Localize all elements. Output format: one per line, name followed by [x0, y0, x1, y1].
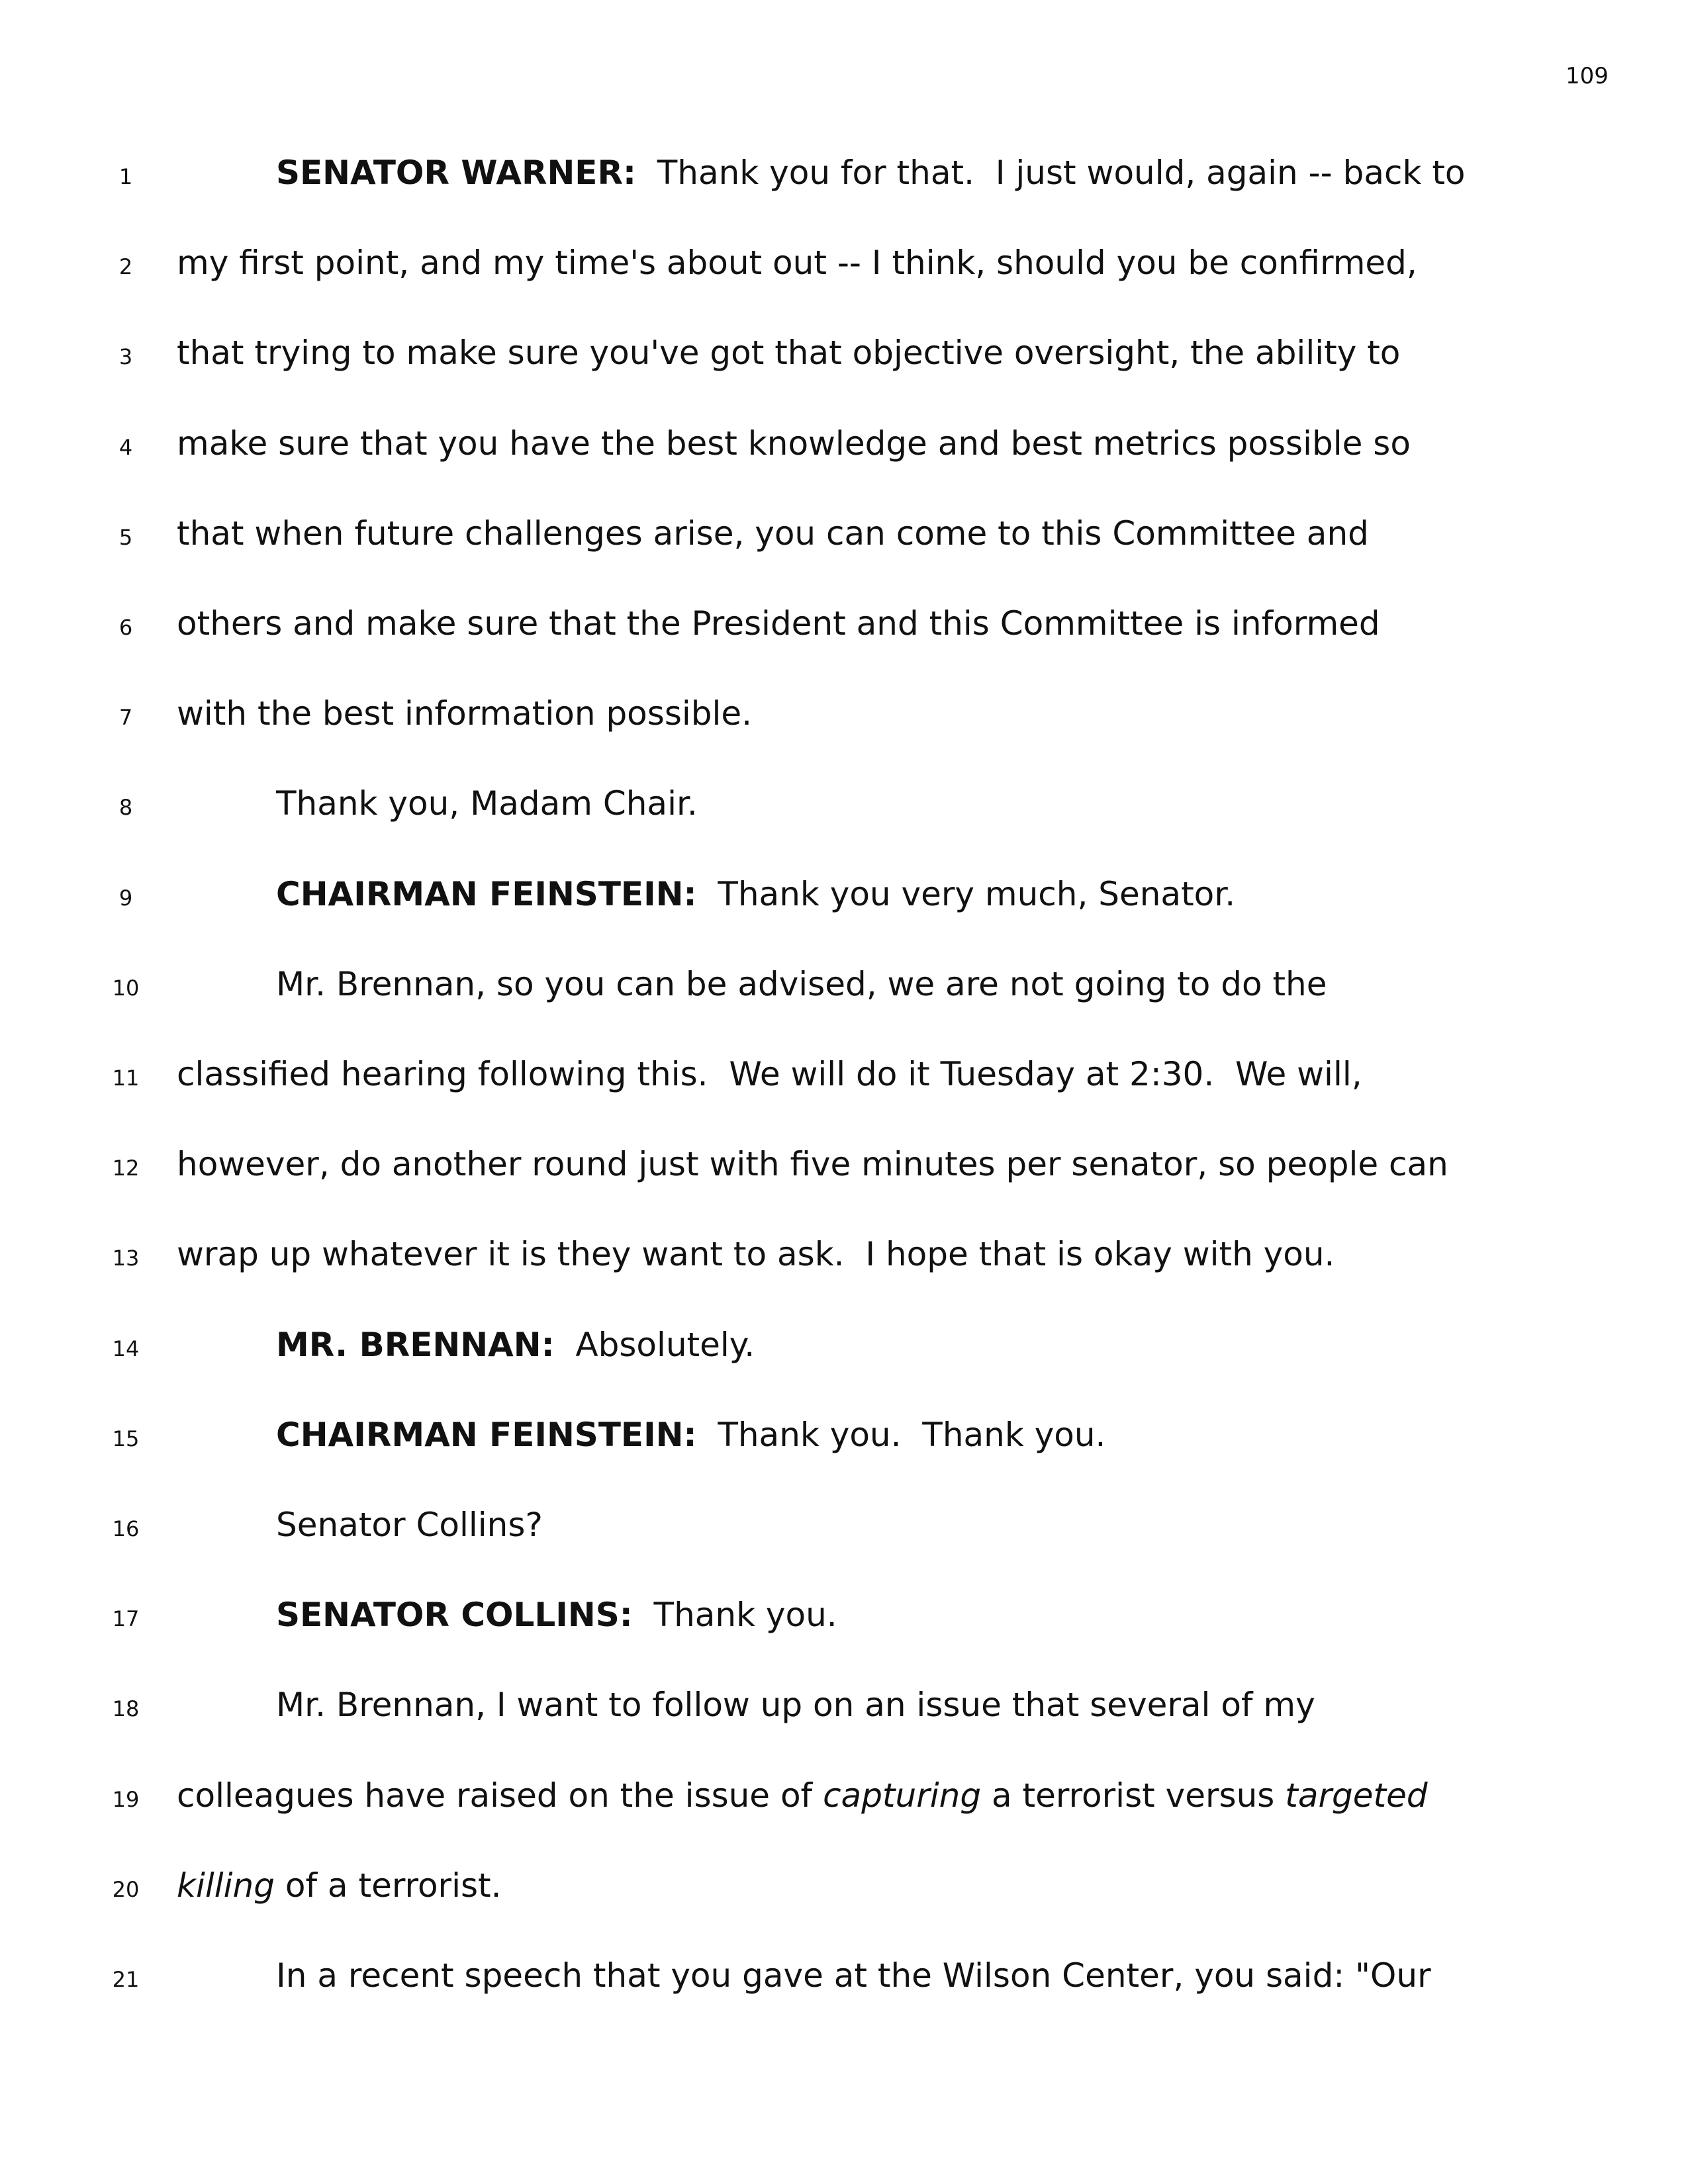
- line-number: 15: [112, 1426, 140, 1451]
- text-segment: that trying to make sure you've got that objective oversight, the ability to: [177, 334, 1401, 373]
- transcript-line: [0, 694, 1688, 747]
- line-text: [177, 1055, 1362, 1093]
- line-text: [177, 694, 752, 733]
- line-number: 10: [112, 975, 140, 1001]
- text-segment: with the best information possible.: [177, 694, 753, 733]
- line-text: [276, 1956, 1431, 1995]
- transcript-line: [0, 1055, 1688, 1108]
- line-text: [177, 1866, 502, 1905]
- line-number: 11: [112, 1066, 140, 1091]
- line-text: [177, 604, 1380, 643]
- transcript-line: [0, 875, 1688, 928]
- speaker-label: CHAIRMAN FEINSTEIN:: [276, 1415, 697, 1454]
- line-number: 7: [118, 705, 133, 731]
- text-segment: Mr. Brennan, so you can be advised, we are not going to do the: [276, 964, 1327, 1003]
- line-text: [276, 154, 1466, 192]
- line-text: [177, 1145, 1448, 1183]
- text-segment: Thank you.: [632, 1596, 837, 1635]
- text-segment: Thank you. Thank you.: [696, 1415, 1106, 1454]
- transcript-line: [0, 1416, 1688, 1469]
- line-text: [276, 784, 698, 823]
- line-number: 1: [118, 164, 133, 189]
- line-text: [177, 514, 1369, 553]
- transcript-line: [0, 1776, 1688, 1829]
- line-text: [177, 1776, 1428, 1815]
- line-number: 19: [112, 1786, 140, 1812]
- line-text: [276, 1596, 837, 1634]
- transcript-line: [0, 1956, 1688, 2009]
- text-segment: a terrorist versus: [981, 1776, 1286, 1815]
- speaker-label: MR. BRENNAN:: [276, 1325, 555, 1364]
- speaker-label: SENATOR COLLINS:: [276, 1596, 633, 1635]
- line-number: 6: [118, 615, 133, 640]
- line-text: [177, 334, 1400, 372]
- text-segment: however, do another round just with five minutes per senator, so people can: [177, 1145, 1448, 1184]
- line-text: [177, 244, 1417, 282]
- text-segment: that when future challenges arise, you can come to this Committee and: [177, 514, 1369, 553]
- page-number: 109: [1566, 63, 1609, 89]
- transcript-line: [0, 1235, 1688, 1288]
- line-number: 13: [112, 1246, 140, 1271]
- text-segment: colleagues have raised on the issue of: [177, 1776, 823, 1815]
- line-text: [276, 1326, 755, 1364]
- text-segment: Absolutely.: [554, 1325, 755, 1364]
- line-text: [276, 1416, 1105, 1454]
- text-segment: Thank you very much, Senator.: [696, 874, 1236, 913]
- transcript-line: [0, 334, 1688, 387]
- line-text: [276, 1686, 1315, 1724]
- text-segment: Thank you for that. I just would, again -- back to: [635, 154, 1466, 192]
- line-number: 20: [112, 1876, 140, 1902]
- line-number: 14: [112, 1336, 140, 1361]
- transcript-line: [0, 965, 1688, 1018]
- text-segment: Senator Collins?: [276, 1506, 543, 1544]
- line-text: [276, 965, 1327, 1003]
- line-number: 2: [118, 254, 133, 280]
- line-number: 16: [112, 1516, 140, 1541]
- speaker-label: CHAIRMAN FEINSTEIN:: [276, 874, 697, 913]
- line-number: 12: [112, 1156, 140, 1181]
- line-text: [276, 875, 1235, 913]
- transcript-line: [0, 244, 1688, 296]
- line-text: [177, 1235, 1335, 1273]
- line-number: 9: [118, 885, 133, 911]
- transcript-line: [0, 1866, 1688, 1919]
- transcript-line: [0, 1596, 1688, 1649]
- transcript-line: [0, 1686, 1688, 1739]
- line-number: 8: [118, 795, 133, 821]
- speaker-label: SENATOR WARNER:: [276, 154, 636, 192]
- transcript-line: [0, 1145, 1688, 1198]
- emphasis-text: targeted: [1285, 1776, 1428, 1815]
- text-segment: my first point, and my time's about out -- I think, should you be confirmed,: [177, 244, 1417, 283]
- line-number: 3: [118, 344, 133, 370]
- text-segment: classified hearing following this. We will do it Tuesday at 2:30. We will,: [177, 1055, 1362, 1093]
- line-text: [177, 424, 1411, 463]
- line-number: 17: [112, 1606, 140, 1632]
- text-segment: Thank you, Madam Chair.: [276, 784, 698, 823]
- transcript-line: [0, 604, 1688, 657]
- transcript-line: [0, 514, 1688, 567]
- line-number: 5: [118, 524, 133, 550]
- emphasis-text: capturing: [823, 1776, 982, 1815]
- transcript-line: [0, 1506, 1688, 1559]
- transcript-line: [0, 1326, 1688, 1379]
- text-segment: others and make sure that the President and this Committee is informed: [177, 604, 1380, 643]
- transcript-line: [0, 154, 1688, 206]
- text-segment: of a terrorist.: [274, 1866, 502, 1905]
- transcript-line: [0, 424, 1688, 477]
- text-segment: make sure that you have the best knowledge and best metrics possible so: [177, 424, 1411, 463]
- text-segment: In a recent speech that you gave at the Wilson Center, you said: "Our: [276, 1956, 1431, 1995]
- text-segment: Mr. Brennan, I want to follow up on an issue that several of my: [276, 1686, 1315, 1725]
- line-text: [276, 1506, 543, 1544]
- emphasis-text: killing: [177, 1866, 275, 1905]
- line-number: 21: [112, 1967, 140, 1992]
- line-number: 4: [118, 434, 133, 460]
- transcript-line: [0, 784, 1688, 837]
- line-number: 18: [112, 1696, 140, 1722]
- text-segment: wrap up whatever it is they want to ask. I hope that is okay with you.: [177, 1235, 1335, 1274]
